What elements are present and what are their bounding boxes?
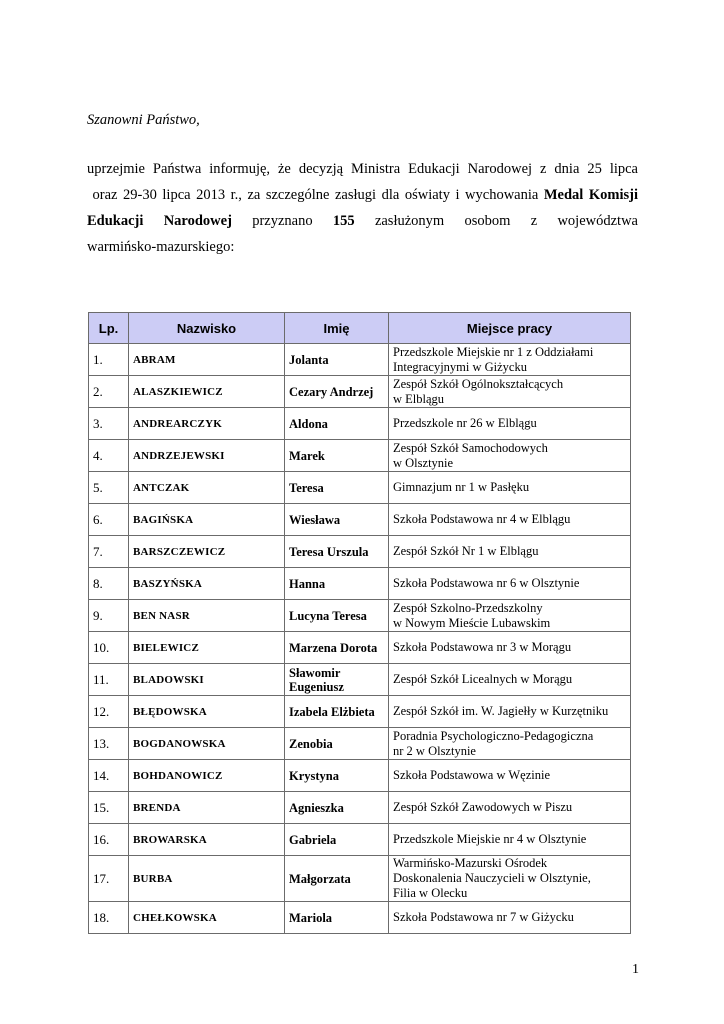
row-workplace bbox=[389, 792, 631, 824]
workplace-line-1: Warmińsko-Mazurski Ośrodek bbox=[393, 856, 548, 870]
workplace-line-1: Szkoła Podstawowa nr 4 w Elblągu bbox=[393, 512, 571, 526]
row-surname: ANDREARCZYK bbox=[129, 408, 285, 440]
row-lp: 3. bbox=[89, 408, 129, 440]
table-row bbox=[89, 600, 631, 632]
row-lp: 18. bbox=[89, 902, 129, 934]
intro-line-2-text: oraz 29-30 lipca 2013 r., za szczególne zasługi dla oświaty i wychowania bbox=[92, 187, 544, 203]
workplace-line-1: Zespół Szkół Licealnych w Morągu bbox=[393, 672, 573, 686]
table-row bbox=[89, 856, 631, 902]
table-row bbox=[89, 344, 631, 376]
workplace-line-1: Zespół Szkół Nr 1 w Elblągu bbox=[393, 544, 539, 558]
header-lp: Lp. bbox=[89, 313, 129, 344]
workplace-line-1: Gimnazjum nr 1 w Pasłęku bbox=[393, 480, 530, 494]
row-lp: 13. bbox=[89, 728, 129, 760]
table-row bbox=[89, 728, 631, 760]
row-workplace bbox=[389, 600, 631, 632]
row-workplace bbox=[389, 408, 631, 440]
workplace-line-2: w Nowym Mieście Lubawskim bbox=[393, 615, 551, 630]
row-workplace bbox=[389, 760, 631, 792]
intro-line-3-text-b: zasłużonym osobom z województwa bbox=[354, 213, 638, 229]
medal-name-part-1: Medal Komisji bbox=[543, 187, 638, 203]
row-lp: 5. bbox=[89, 472, 129, 504]
award-count: 155 bbox=[332, 213, 355, 229]
row-first-name: Marek bbox=[285, 440, 389, 472]
row-surname: ABRAM bbox=[129, 344, 285, 376]
row-first-name: Lucyna Teresa bbox=[285, 600, 389, 632]
row-lp: 9. bbox=[89, 600, 129, 632]
workplace-line-1: Szkoła Podstawowa nr 7 w Giżycku bbox=[393, 910, 574, 924]
row-first-name: Agnieszka bbox=[285, 792, 389, 824]
row-workplace bbox=[389, 568, 631, 600]
workplace-line-1: Przedszkole nr 26 w Elblągu bbox=[393, 416, 537, 430]
row-first-name: Sławomir Eugeniusz bbox=[285, 664, 389, 696]
letter-intro bbox=[87, 156, 638, 260]
row-workplace bbox=[389, 632, 631, 664]
row-lp: 12. bbox=[89, 696, 129, 728]
row-surname: BOHDANOWICZ bbox=[129, 760, 285, 792]
workplace-line-1: Przedszkole Miejskie nr 4 w Olsztynie bbox=[393, 832, 587, 846]
table-row bbox=[89, 824, 631, 856]
row-surname: BASZYŃSKA bbox=[129, 568, 285, 600]
row-first-name: Teresa Urszula bbox=[285, 536, 389, 568]
row-first-name: Gabriela bbox=[285, 824, 389, 856]
workplace-line-1: Zespół Szkół Zawodowych w Piszu bbox=[393, 800, 573, 814]
intro-line-2 bbox=[87, 182, 638, 208]
workplace-line-1: Zespół Szkół Ogólnokształcących bbox=[393, 376, 564, 391]
row-surname: ANTCZAK bbox=[129, 472, 285, 504]
row-lp: 17. bbox=[89, 856, 129, 902]
row-first-name: Zenobia bbox=[285, 728, 389, 760]
row-surname: CHEŁKOWSKA bbox=[129, 902, 285, 934]
header-name: Imię bbox=[285, 313, 389, 344]
intro-line-1: uprzejmie Państwa informuję, że decyzją Ministra Edukacji Narodowej z dnia 25 lipca bbox=[87, 161, 638, 177]
table-row bbox=[89, 536, 631, 568]
row-surname: BŁĘDOWSKA bbox=[129, 696, 285, 728]
row-workplace bbox=[389, 696, 631, 728]
row-first-name: Krystyna bbox=[285, 760, 389, 792]
intro-line-3 bbox=[87, 208, 638, 234]
row-lp: 14. bbox=[89, 760, 129, 792]
row-lp: 11. bbox=[89, 664, 129, 696]
workplace-line-1: Poradnia Psychologiczno-Pedagogiczna bbox=[393, 728, 594, 743]
table-row bbox=[89, 664, 631, 696]
row-workplace bbox=[389, 728, 631, 760]
row-surname: ALASZKIEWICZ bbox=[129, 376, 285, 408]
row-lp: 1. bbox=[89, 344, 129, 376]
row-workplace bbox=[389, 504, 631, 536]
workplace-line-1: Zespół Szkolno-Przedszkolny bbox=[393, 600, 543, 615]
workplace-line-1: Zespół Szkół Samochodowych bbox=[393, 440, 548, 455]
row-workplace bbox=[389, 376, 631, 408]
table-row bbox=[89, 760, 631, 792]
row-lp: 15. bbox=[89, 792, 129, 824]
workplace-line-2: w Elblągu bbox=[393, 391, 445, 406]
header-workplace: Miejsce pracy bbox=[389, 313, 631, 344]
row-surname: BRENDA bbox=[129, 792, 285, 824]
row-workplace bbox=[389, 856, 631, 902]
table-row bbox=[89, 632, 631, 664]
header-surname: Nazwisko bbox=[129, 313, 285, 344]
row-surname: BARSZCZEWICZ bbox=[129, 536, 285, 568]
table-row bbox=[89, 504, 631, 536]
workplace-line-2: w Olsztynie bbox=[393, 455, 454, 470]
row-surname: ANDRZEJEWSKI bbox=[129, 440, 285, 472]
row-workplace bbox=[389, 902, 631, 934]
workplace-line-1: Szkoła Podstawowa w Węzinie bbox=[393, 768, 551, 782]
row-workplace bbox=[389, 824, 631, 856]
row-lp: 6. bbox=[89, 504, 129, 536]
row-workplace bbox=[389, 344, 631, 376]
row-workplace bbox=[389, 440, 631, 472]
workplace-line-1: Przedszkole Miejskie nr 1 z Oddziałami bbox=[393, 344, 594, 359]
row-workplace bbox=[389, 536, 631, 568]
workplace-line-1: Szkoła Podstawowa nr 3 w Morągu bbox=[393, 640, 572, 654]
row-first-name: Aldona bbox=[285, 408, 389, 440]
row-first-name: Mariola bbox=[285, 902, 389, 934]
row-surname: BLADOWSKI bbox=[129, 664, 285, 696]
intro-line-3-text-a: przyznano bbox=[231, 213, 333, 229]
table-row bbox=[89, 376, 631, 408]
row-lp: 4. bbox=[89, 440, 129, 472]
intro-line-4: warmińsko-mazurskiego: bbox=[87, 239, 235, 255]
row-lp: 2. bbox=[89, 376, 129, 408]
row-surname: BROWARSKA bbox=[129, 824, 285, 856]
table-row bbox=[89, 792, 631, 824]
row-first-name: Jolanta bbox=[285, 344, 389, 376]
table-row bbox=[89, 902, 631, 934]
table-row bbox=[89, 440, 631, 472]
row-workplace bbox=[389, 472, 631, 504]
workplace-line-2: nr 2 w Olsztynie bbox=[393, 743, 476, 758]
table-row bbox=[89, 568, 631, 600]
row-surname: BAGIŃSKA bbox=[129, 504, 285, 536]
workplace-line-1: Zespół Szkół im. W. Jagiełły w Kurzętniku bbox=[393, 704, 609, 718]
row-surname: BIELEWICZ bbox=[129, 632, 285, 664]
row-first-name: Hanna bbox=[285, 568, 389, 600]
page-number: 1 bbox=[632, 962, 639, 977]
table-body bbox=[89, 344, 631, 934]
workplace-line-3: Filia w Olecku bbox=[393, 886, 468, 900]
row-surname: BOGDANOWSKA bbox=[129, 728, 285, 760]
row-first-name: Marzena Dorota bbox=[285, 632, 389, 664]
workplace-line-1: Szkoła Podstawowa nr 6 w Olsztynie bbox=[393, 576, 580, 590]
row-first-name: Izabela Elżbieta bbox=[285, 696, 389, 728]
row-first-name: Teresa bbox=[285, 472, 389, 504]
row-surname: BEN NASR bbox=[129, 600, 285, 632]
row-lp: 10. bbox=[89, 632, 129, 664]
table-header-row bbox=[89, 313, 631, 344]
row-first-name: Małgorzata bbox=[285, 856, 389, 902]
table-row bbox=[89, 472, 631, 504]
table-row bbox=[89, 408, 631, 440]
row-lp: 16. bbox=[89, 824, 129, 856]
workplace-line-2: Integracyjnymi w Giżycku bbox=[393, 359, 527, 374]
medal-name-part-2: Edukacji Narodowej bbox=[87, 213, 232, 229]
table-row bbox=[89, 696, 631, 728]
row-first-name: Cezary Andrzej bbox=[285, 376, 389, 408]
letter-greeting: Szanowni Państwo, bbox=[87, 112, 200, 128]
row-first-name: Wiesława bbox=[285, 504, 389, 536]
workplace-line-2: Doskonalenia Nauczycieli w Olsztynie, bbox=[393, 871, 591, 885]
row-lp: 8. bbox=[89, 568, 129, 600]
row-surname: BURBA bbox=[129, 856, 285, 902]
awardees-table bbox=[88, 312, 631, 934]
row-workplace bbox=[389, 664, 631, 696]
row-lp: 7. bbox=[89, 536, 129, 568]
